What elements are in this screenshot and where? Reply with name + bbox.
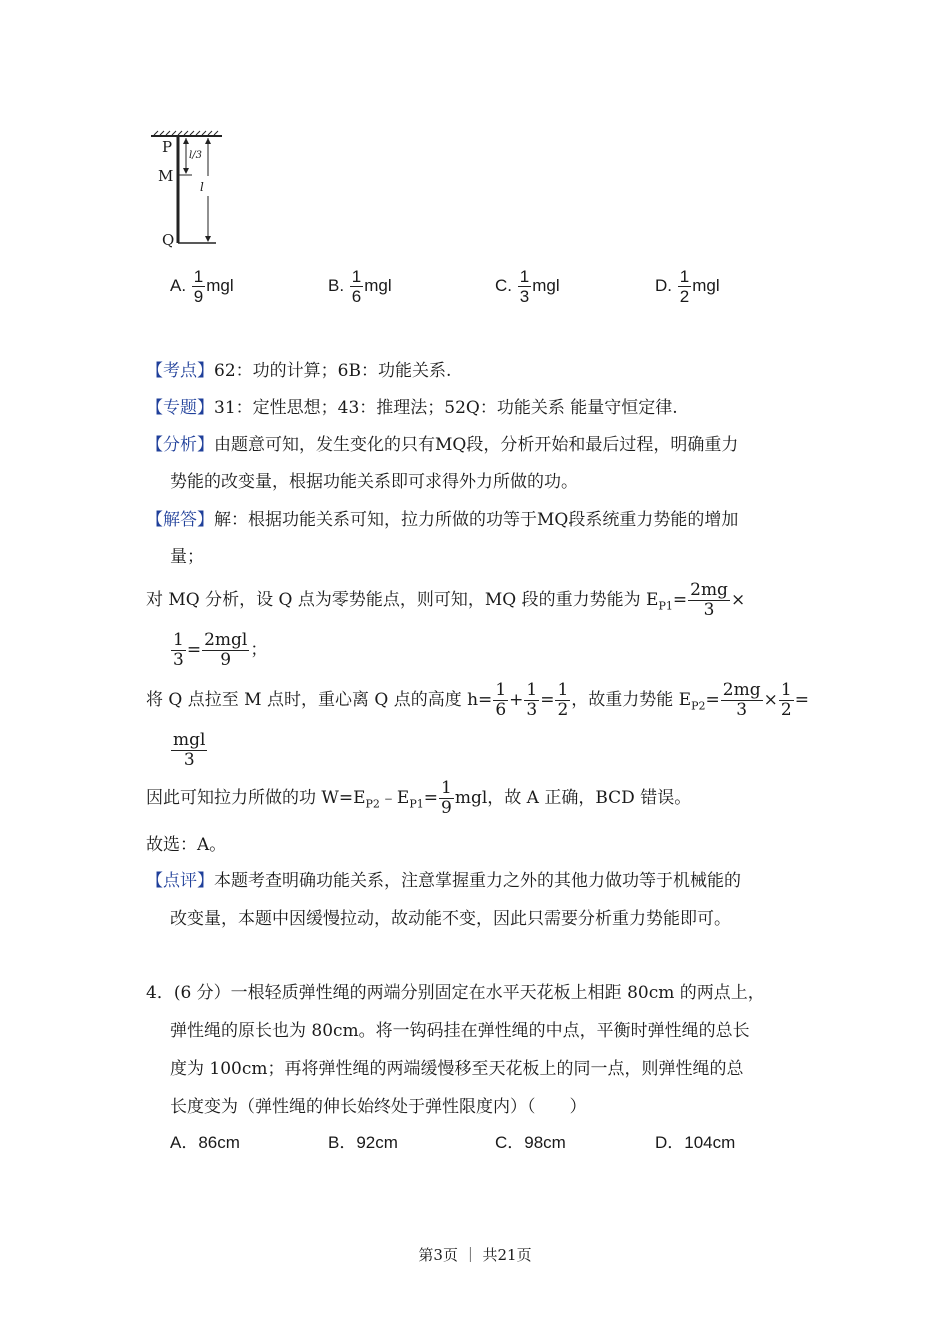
q4-option-d[interactable]: D．104cm — [655, 1133, 736, 1152]
dianping: 【点评】本题考查明确功能关系，注意掌握重力之外的其他力做功等于机械能的 — [146, 871, 741, 891]
label-l3: l/3 — [189, 150, 202, 161]
q4-option-c[interactable]: C．98cm — [495, 1133, 566, 1152]
step3-line: 因此可知拉力所做的功 $W=E_{P2}﹣E_{P1}=$ $\frac{1}{9}$ mgl，故 A 正确，BCD 错误。 — [146, 778, 692, 818]
q4-option-a[interactable]: A．86cm — [170, 1133, 240, 1152]
label-q: Q — [162, 231, 175, 249]
kaodian: 【考点】62：功的计算；6B：功能关系. — [146, 361, 452, 381]
jieda: 【解答】解：根据功能关系可知，拉力所做的功等于MQ段系统重力势能的增加 — [146, 510, 739, 530]
label-l: l — [200, 180, 204, 194]
option-d[interactable]: D. $\frac{1}{2}$ mgl — [655, 267, 720, 306]
option-a[interactable]: A. $\frac{1}{9}$ mgl — [170, 267, 234, 306]
jieda-line2: 量； — [170, 547, 204, 567]
q4-line1: 4．(6 分）一根轻质弹性绳的两端分别固定在水平天花板上相距 80cm 的两点上， — [146, 983, 765, 1003]
dianping-line2: 改变量，本题中因缓慢拉动，故动能不变，因此只需要分析重力势能即可。 — [170, 909, 731, 929]
label-p: P — [162, 138, 173, 156]
fenxi: 【分析】由题意可知，发生变化的只有MQ段，分析开始和最后过程，明确重力 — [146, 435, 739, 455]
label-m: M — [158, 167, 174, 185]
page-footer: 第3页 ｜ 共21页 — [418, 1246, 532, 1264]
answer: 故选：A。 — [146, 835, 227, 855]
option-b[interactable]: B. $\frac{1}{6}$ mgl — [328, 267, 392, 306]
zhuanti: 【专题】31：定性思想；43：推理法；52Q：功能关系 能量守恒定律. — [146, 398, 678, 418]
option-c[interactable]: C. $\frac{1}{3}$ mgl — [495, 267, 560, 306]
q4-line3: 度为 100cm；再将弹性绳的两端缓慢移至天花板上的同一点，则弹性绳的总 — [170, 1059, 744, 1079]
rope-diagram — [148, 128, 228, 253]
rope-figure — [148, 128, 228, 253]
step2-line: 将 Q 点拉至 M 点时，重心离 Q 点的高度 h= $\frac{1}{6}$ + $\frac{1}{3}$ = $\frac{1}{2}$ ，故重力势能 $E_{P2}=$ $\frac{2mg}{3}$ × $\frac{1}{2}$ = — [146, 680, 809, 720]
step1-cont: $\frac{1}{3}$ = $\frac{\text{2mgl}}{9}$ ； — [173, 630, 268, 670]
q4-option-b[interactable]: B．92cm — [328, 1133, 398, 1152]
step2-cont: $\frac{\text{mgl}}{3}$ — [173, 730, 206, 770]
fenxi-line2: 势能的改变量，根据功能关系即可求得外力所做的功。 — [170, 472, 578, 492]
q4-line2: 弹性绳的原长也为 80cm。将一钩码挂在弹性绳的中点，平衡时弹性绳的总长 — [170, 1021, 750, 1041]
step1-line: 对 MQ 分析，设 Q 点为零势能点，则可知，MQ 段的重力势能为 $E_{P1}=$ $\frac{2mg}{3}$ × — [146, 580, 746, 620]
q4-line4: 长度变为（弹性绳的伸长始终处于弹性限度内）（ ） — [170, 1097, 587, 1117]
